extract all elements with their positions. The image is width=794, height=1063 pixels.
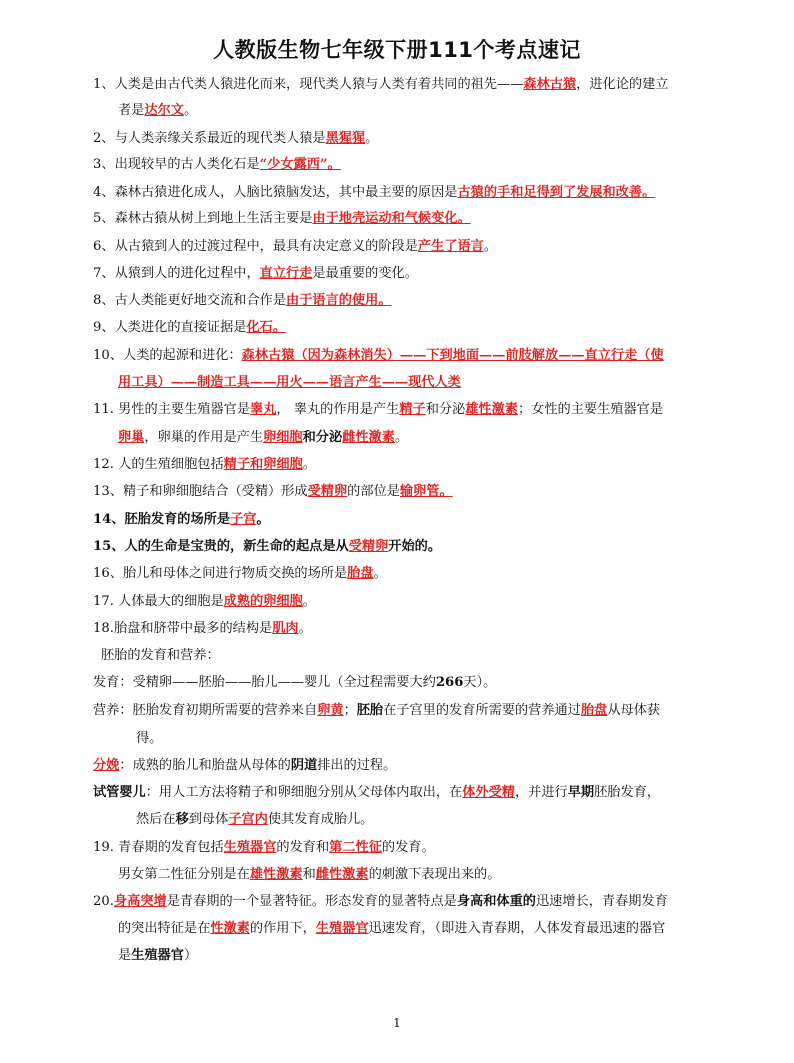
item-1-cont: 者是达尔文。 bbox=[118, 103, 198, 118]
item-18: 18.胎盘和脐带中最多的结构是肌肉。 bbox=[93, 621, 312, 636]
item-5: 5、森林古猿从树上到地上生活主要是由于地壳运动和气候变化。 bbox=[93, 211, 471, 226]
item-19: 19. 青春期的发育包括生殖器官的发育和第二性征的发育。 bbox=[93, 840, 435, 855]
item-13: 13、精子和卵细胞结合（受精）形成受精卵的部位是输卵管。 bbox=[93, 484, 453, 499]
item-8: 8、古人类能更好地交流和合作是由于语言的使用。 bbox=[93, 293, 392, 308]
item-12: 12. 人的生殖细胞包括精子和卵细胞。 bbox=[93, 457, 316, 472]
item-2: 2、与人类亲缘关系最近的现代类人猿是黑猩猩。 bbox=[93, 131, 379, 146]
item-15: 15、人的生命是宝贵的，新生命的起点是从受精卵开始的。 bbox=[93, 539, 442, 554]
item-1: 1、人类是由古代类人猿进化而来，现代类人猿与人类有着共同的祖先——森林古猿，进化论的建立 bbox=[93, 77, 669, 92]
item-14: 14、胚胎发育的场所是子宫。 bbox=[93, 512, 270, 527]
childbirth-line: 分娩：成熟的胎儿和胎盘从母体的阴道排出的过程。 bbox=[93, 758, 397, 773]
item-11-cont: 卵巢，卵巢的作用是产生卵细胞和分泌雌性激素。 bbox=[118, 430, 409, 445]
item-7: 7、从猿到人的进化过程中，直立行走是最重要的变化。 bbox=[93, 266, 418, 281]
item-19-cont: 男女第二性征分别是在雄性激素和雌性激素的刺激下表现出来的。 bbox=[118, 867, 501, 882]
item-10-cont: 用工具）——制造工具——用火——语言产生——现代人类 bbox=[118, 375, 461, 390]
item-10: 10、人类的起源和进化：森林古猿（因为森林消失）——下到地面——前肢解放——直立行走（使 bbox=[93, 348, 664, 363]
item-17: 17. 人体最大的细胞是成熟的卵细胞。 bbox=[93, 594, 316, 609]
item-16: 16、胎儿和母体之间进行物质交换的场所是胎盘。 bbox=[93, 566, 387, 581]
subheading: 胚胎的发育和营养： bbox=[101, 648, 220, 663]
page-number: 1 bbox=[393, 1016, 401, 1030]
item-3: 3、出现较早的古人类化石是“少女露西”。 bbox=[93, 157, 341, 172]
nutrition-line: 营养：胚胎发育初期所需要的营养来自卵黄；胚胎在子宫里的发育所需要的营养通过胎盘从母体获 bbox=[93, 703, 661, 718]
item-20: 20.身高突增是青春期的一个显著特征。形态发育的显著特点是身高和体重的迅速增长，青春期发育 bbox=[93, 894, 668, 909]
ivf-cont: 然后在移到母体子宫内使其发育成胎儿。 bbox=[136, 812, 374, 827]
nutrition-cont: 得。 bbox=[136, 731, 163, 746]
ivf-line: 试管婴儿：用人工方法将精子和卵细胞分别从父母体内取出，在体外受精，并进行早期胚胎发育， bbox=[93, 785, 661, 800]
item-11: 11. 男性的主要生殖器官是睾丸， 睾丸的作用是产生精子和分泌雄性激素；女性的主要生殖器官是 bbox=[93, 402, 664, 417]
item-20-cont2: 是生殖器官） bbox=[118, 948, 198, 963]
item-9: 9、人类进化的直接证据是化石。 bbox=[93, 320, 287, 335]
item-4: 4、森林古猿进化成人，人脑比猿脑发达，其中最主要的原因是古猿的手和足得到了发展和改善。 bbox=[93, 185, 656, 200]
development-line: 发育：受精卵——胚胎——胎儿——婴儿（全过程需要大约266天）。 bbox=[93, 675, 497, 690]
item-20-cont: 的突出特征是在性激素的作用下，生殖器官迅速发育，（即进入青春期，人体发育最迅速的器官 bbox=[118, 921, 666, 936]
item-6: 6、从古猿到人的过渡过程中，最具有决定意义的阶段是产生了语言。 bbox=[93, 239, 498, 254]
page-title: 人教版生物七年级下册111个考点速记 bbox=[213, 38, 581, 62]
